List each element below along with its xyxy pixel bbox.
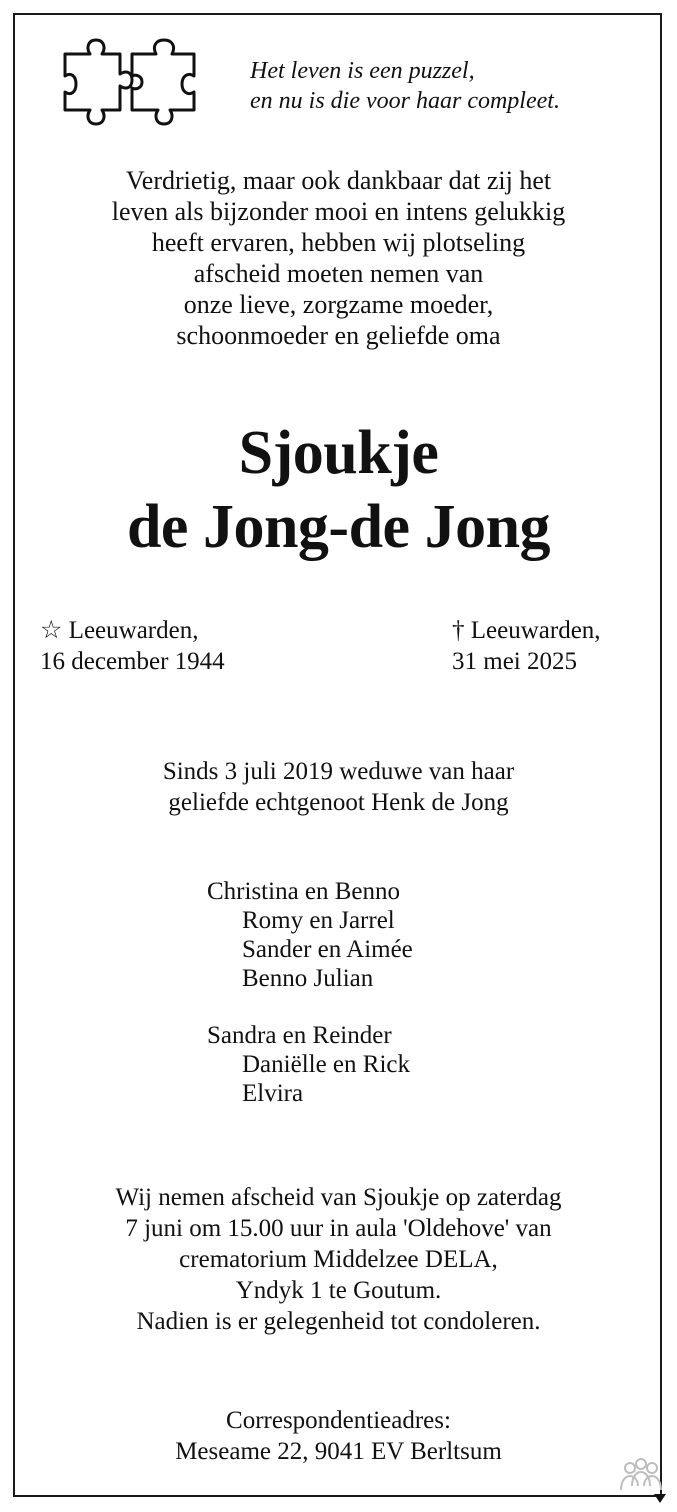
address-value: Meseame 22, 9041 EV Berltsum (175, 1438, 502, 1465)
puzzle-piece-icon (60, 36, 200, 134)
people-group-icon (616, 1456, 666, 1504)
family-group (207, 1021, 410, 1108)
death-place: Leeuwarden, (470, 617, 601, 644)
deceased-name (0, 416, 677, 564)
widow-note (0, 756, 677, 818)
birth-date: 16 december 1944 (40, 648, 225, 675)
family-child: Elvira (242, 1080, 304, 1107)
service-line: Wij nemen afscheid van Sjoukje op zaterdag (115, 1184, 562, 1211)
cross-icon: † (452, 617, 465, 644)
family-parents: Christina en Benno (207, 878, 401, 905)
widow-line: Sinds 3 juli 2019 weduwe van haar (162, 758, 515, 785)
address-label: Correspondentieadres: (226, 1407, 451, 1434)
intro-line: schoonmoeder en geliefde oma (176, 321, 501, 350)
intro-line: Verdrietig, maar ook dankbaar dat zij het (125, 166, 552, 195)
widow-line: geliefde echtgenoot Henk de Jong (168, 789, 509, 816)
first-name: Sjoukje (238, 419, 439, 487)
intro-line: afscheid moeten nemen van (193, 259, 484, 288)
star-icon: ☆ (40, 617, 63, 644)
family-child: Sander en Aimée (242, 936, 413, 963)
surname: de Jong-de Jong (126, 493, 551, 561)
motto-line: en nu is die voor haar compleet. (250, 88, 560, 114)
arrow-down-icon (654, 1494, 666, 1503)
family-child: Benno Julian (242, 965, 374, 992)
motto (250, 56, 560, 116)
intro-line: heeft ervaren, hebben wij plotseling (151, 228, 526, 257)
correspondence-address (0, 1405, 677, 1467)
family-child: Daniëlle en Rick (242, 1051, 410, 1078)
intro-line: leven als bijzonder mooi en intens gelukkig (111, 197, 566, 226)
family-group (207, 877, 413, 993)
service-line: Nadien is er gelegenheid tot condoleren. (136, 1308, 541, 1335)
death-date: 31 mei 2025 (452, 648, 577, 675)
intro-text (0, 165, 677, 351)
motto-line: Het leven is een puzzel, (250, 58, 475, 84)
service-line: Yndyk 1 te Goutum. (235, 1277, 442, 1304)
birth-place: Leeuwarden, (68, 617, 199, 644)
intro-line: onze lieve, zorgzame moeder, (183, 290, 494, 319)
death-info (452, 615, 601, 677)
service-line: 7 juni om 15.00 uur in aula 'Oldehove' van (125, 1215, 552, 1242)
birth-info (40, 615, 225, 677)
family-parents: Sandra en Reinder (207, 1022, 392, 1049)
service-info (0, 1182, 677, 1337)
family-child: Romy en Jarrel (242, 907, 395, 934)
service-line: crematorium Middelzee DELA, (179, 1246, 498, 1273)
